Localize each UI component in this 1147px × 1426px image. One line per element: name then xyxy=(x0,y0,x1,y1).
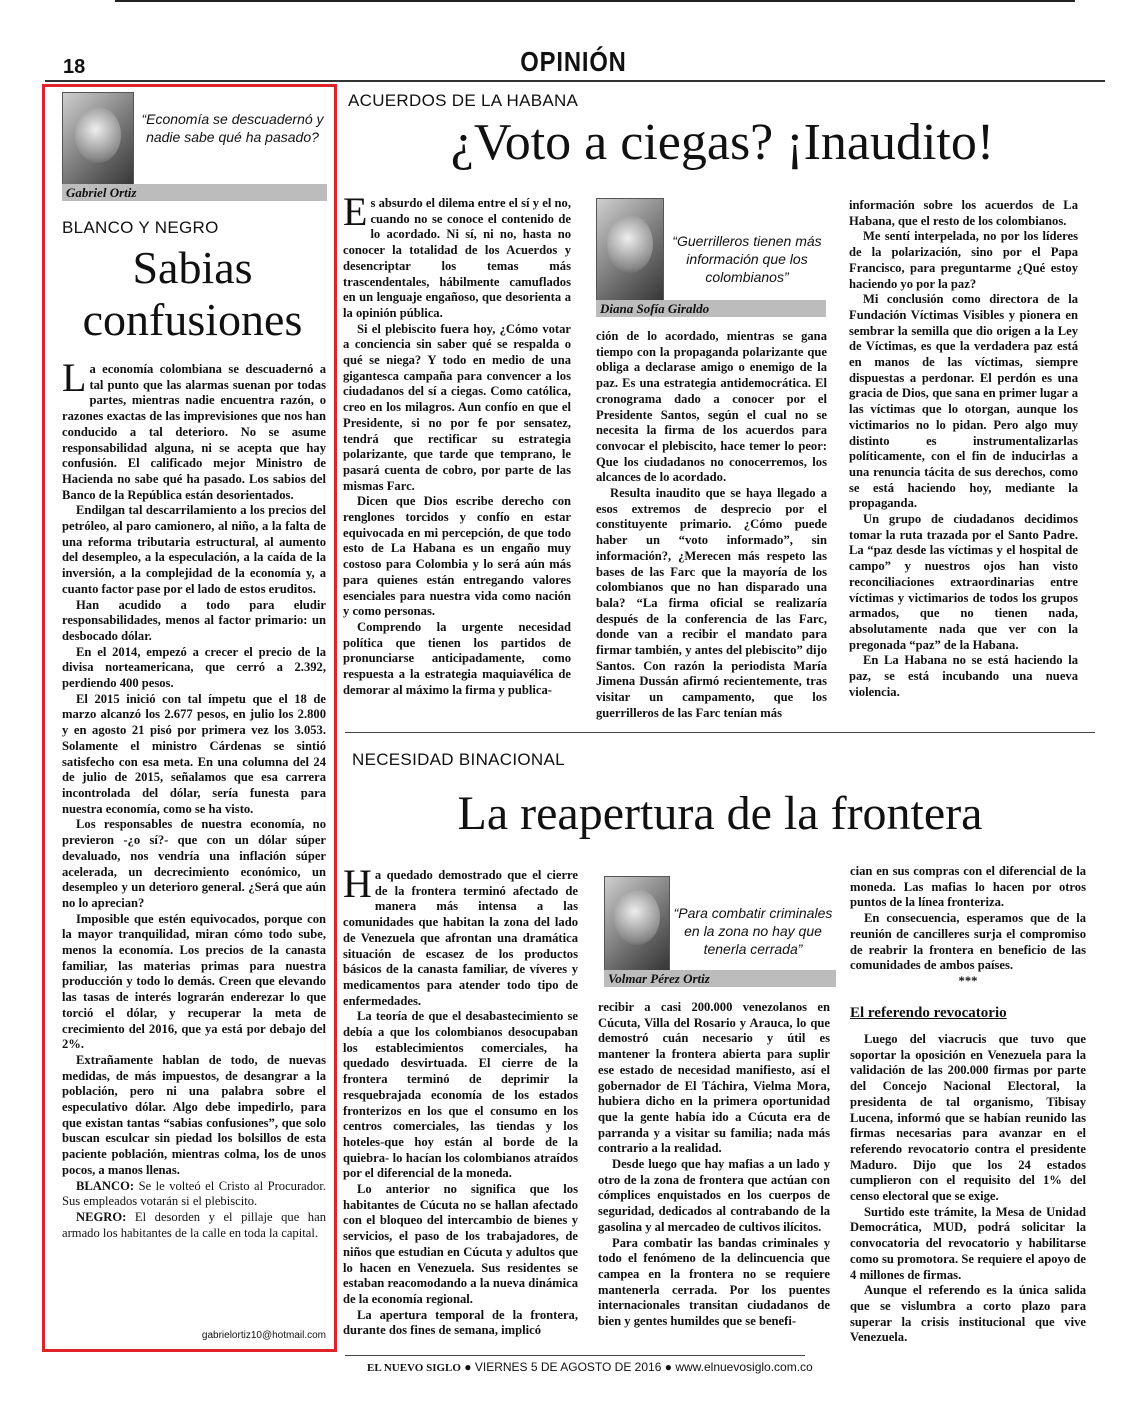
bullet-icon: ● xyxy=(464,1360,472,1374)
footer-url[interactable]: www.elnuevosiglo.com.co xyxy=(675,1360,813,1374)
article2-headline: La reapertura de la frontera xyxy=(457,787,983,840)
article2-kicker: NECESIDAD BINACIONAL xyxy=(352,750,565,769)
drop-cap: E xyxy=(343,189,368,234)
article-divider xyxy=(345,732,1095,733)
drop-cap: L xyxy=(62,355,87,400)
negro-label: NEGRO: xyxy=(76,1209,127,1224)
bullet-icon: ● xyxy=(664,1360,672,1374)
section-title: OPINIÓN xyxy=(520,46,627,77)
paper-logo: EL NUEVO SIGLO xyxy=(367,1362,461,1374)
article1-kicker: ACUERDOS DE LA HABANA xyxy=(348,91,579,110)
author-name: Volmar Pérez Ortiz xyxy=(604,970,836,987)
blanco-label: BLANCO: xyxy=(76,1178,135,1193)
page-number: 18 xyxy=(63,56,86,78)
author-photo-ortiz xyxy=(62,92,134,190)
author-name: Gabriel Ortiz xyxy=(62,184,327,201)
footer-date: VIERNES 5 DE AGOSTO DE 2016 xyxy=(474,1360,662,1374)
top-rule xyxy=(115,0,1075,2)
pull-quote: “Economía se descuadernó y nadie sabe qué ha pasado? xyxy=(141,111,324,145)
section-break: *** xyxy=(958,973,978,988)
drop-cap: H xyxy=(343,861,372,906)
pull-quote: “Para combatir criminales en la zona no hay que tenerla cerrada” xyxy=(673,905,833,957)
column-kicker: BLANCO Y NEGRO xyxy=(62,218,219,237)
article2-col-c2: Luego del viacrucis que tuvo que soportar la oposición en Venezuela para la validación de las 200.000 firmas por parte del Concejo Nacional Electoral, la presidenta de tal organismo, Tibisay Lucena, informó que se habían reunido las firmas necesarias para avanzar en el referendo revocatorio contra el presidente Maduro. Dijo que los 24 estados cumplieron con el requisito del 1% del censo electoral que se exige. Surtido este trámite, la Mesa de Unidad Democrática, MUD, podrá solicitar la convocatoria del revocatorio y habilitarse como su promotora. Se requiere el apoyo de 4 millones de firmas. Aunque el referendo es la única salida que se vislumbra a corto plazo para superar la crisis institucional que vive Venezuela. xyxy=(850,1032,1086,1345)
article1-headline: ¿Voto a ciegas? ¡Inaudito! xyxy=(450,114,995,171)
author-email: gabrielortiz10@hotmail.com xyxy=(201,1330,326,1341)
article2-col-c: cian en sus compras con el diferencial de la moneda. Las mafias lo hacen por otros puntos de la línea fronteriza. En consecuencia, esperamos que de la reunión de cancilleres surja el compromiso de reabrir la frontera en beneficio de las comunidades de ambos países. *** xyxy=(850,864,1086,988)
article2-col-a: Ha quedado demostrado que el cierre de la frontera terminó afectado de manera más intensa a las comunidades que habitan la zona del lado de Venezuela que afrontan una dramática situación de escasez de los productos básicos de la canasta familiar, de víveres y medicamentos para atender todo tipo de enfermedades. La teoría de que el desabastecimiento se debía a que los colombianos desocupaban los establecimientos comerciales, ha quedado desvirtuada. El cierre de la frontera terminó de deprimir la resquebrajada economía de los estados fronterizos en los que el consumo en los centros comerciales, las tiendas y los hoteles-que hoy están al borde de la quiebra- lo hacían los colombianos atraídos por el diferencial de la moneda. Lo anterior no significa que los habitantes de Cúcuta no se hallan afectado con el bloqueo del intercambio de bienes y servicios, el paso de los trabajadores, de niños que estudian en Cúcuta y adultos que lo hacen en Venezuela. Sus residentes se estaban reacomodando a la nueva dinámica de la economía regional. La apertura temporal de la frontera, durante dos fines de semana, implicó xyxy=(343,861,578,1338)
author-photo-giraldo xyxy=(596,198,664,306)
column-headline: Sabias confusiones xyxy=(82,242,303,345)
footer-rule xyxy=(345,1355,805,1356)
article2-col-b: recibir a casi 200.000 venezolanos en Cúcuta, Villa del Rosario y Arauca, lo que demostró cuán necesario y útil es mantener la frontera abierta para suplir ese estado de necesidad manifiesto, así el gobernador de El Táchira, Vielma Mora, hubiera dicho en la primera oportunidad que la gente había ido a Cúcuta era de parranda y a visitar su familia; nada más contrario a la realidad. Desde luego que hay mafias a un lado y otro de la zona de frontera que actúan con cómplices enquistados en los cuerpos de seguridad, dedicados al contrabando de la gasolina y al mercadeo de cultivos ilícitos. Para combatir las bandas criminales y todo el fenómeno de la delincuencia que campea en la frontera no se requiere mantenerla cerrada. Por los puentes internacionales transitan ciudadanos de bien y gentes humildes que se benefi- xyxy=(598,1000,830,1329)
article1-col-b: ción de lo acordado, mientras se gana tiempo con la propaganda polarizante que obliga a declarase amigo o enemigo de la paz. Es una estrategia antidemocrática. El cronograma dado a conocer por el Presidente Santos, según el cual no se necesita la firma de los acuerdos para convocar el plebiscito, hace temer lo peor: Que los ciudadanos no conocerremos, los alcances de lo acordado. Resulta inaudito que se haya llegado a esos extremos de desprecio por el constituyente primario. ¿Cómo puede haber un “voto informado”, sin información?, ¿Merecen más respeto las bases de las Farc que la mayoría de los colombianos que no han disparado una bala? “La firma oficial se realizaría después de la conferencia de las Farc, donde van a recibir el mandato para firmar también, y antes del plebiscito” dijo Santos. Con razón la periodista María Jimena Dussán afirmó recientemente, tras visitar un campamento, que los guerrilleros de las Farc tenían más xyxy=(596,329,827,720)
author-name: Diana Sofía Giraldo xyxy=(596,300,826,317)
article1-col-a: Es absurdo el dilema entre el sí y el no, cuando no se conoce el contenido de lo acordado. Ni sí, ni no, hasta no conocer la totalidad de los Acuerdos y desencriptar los temas más trascendentales, hábilmente camuflados en un lenguaje engañoso, que desorienta a la opinión pública. Si el plebiscito fuera hoy, ¿Cómo votar a conciencia sin saber qué se respalda o qué se niega? Y todo en medio de una gigantesca campaña para convencer a los ciudadanos del sí a ciegas. Como católica, creo en los milagros. Aun confío en que el Presidente, si no por fe por sensatez, tendrá que rectificar su estrategia polarizante, que tarde que temprano, le pasará cuenta de cobro, por parte de las mismas Farc. Dicen que Dios escribe derecho con renglones torcidos y confío en estar equivocada en mi percepción, de que todo esto de La Habana es un engaño muy costoso para Colombia y lo será aún más para quienes están entregando valores esenciales para nuestra vida como nación y como personas. Comprendo la urgente necesidad política que tienen los partidos de pronunciarse anticipadamente, como respuesta a la estrategia maquiavélica de demorar al máximo la firma y publica- xyxy=(343,189,571,697)
header-rule xyxy=(45,80,1105,82)
column-body: La economía colombiana se descuadernó a tal punto que las alarmas suenan por todas partes, mientras nadie encuentra razón, o razones exactas de las imprevisiones que nos han conducido a tal deterioro. No se asume responsabilidad alguna, ni se acepta que hay confusión. El calificado mejor Ministro de Hacienda no sabe qué ha pasado. Los sabios del Banco de la República están desorientados. Endilgan tal descarrilamiento a los precios del petróleo, al paro camionero, al niño, a la falta de una reforma tributaria estructural, al aumento del desempleo, a la especulación, a la caída de la inversión, a la complejidad de la economía y, a cuanto factor pase por el lado de estos eruditos. Han acudido a todo para eludir responsabilidades, menos al factor primario: un desbocado dólar. En el 2014, empezó a crecer el precio de la divisa norteamericana, que cerró a 2.392, perdiendo 400 pesos. El 2015 inició con tal ímpetu que el 18 de marzo alcanzó los 2.677 pesos, en julio los 2.800 y en agosto 21 pisó por primera vez los 3.053. Solamente el ministro Cárdenas se sintió satisfecho con esa meta. En una columna del 24 de julio de 2015, señalamos que esa carrera incontrolada del dólar, sería funesta para nuestra economía, como se ha visto. Los responsables de nuestra economía, no previeron -¿o sí?- que con un dólar súper devaluado, nos vendría una inflación súper acelerada, un decrecimiento económico, un desempleo y un deterioro general. ¿Será que aún no lo aprecian? Imposible que estén equivocados, porque con la mayor tranquilidad, miran cómo todo sube, menos la economía. Los precios de la canasta familiar, las materias primas para nuestra producción y todo lo demás. Creen que elevando las tasas de interés lograrán enderezar lo que torció el dólar, y recuperar la meta de crecimiento del 2016, que ya está por debajo del 2%. Extrañamente hablan de todo, de nuevas medidas, de más impuestos, de desangrar a la población, pero ni una palabra sobre el especulativo dólar. Algo debe impedirlo, para que existan tantas “sabias confusiones”, que solo buscan esculcar sin piedad los bolsillos de esta paciente población, mientras colma, los de unos pocos, a manos llenas. BLANCO: Se le volteó el Cristo al Procurador. Sus empleados votarán si el plebiscito. NEGRO: El desorden y el pillaje que han armado los habitantes de la calle en toda la capital. xyxy=(62,355,326,1240)
author-photo-perez xyxy=(604,876,670,972)
subhead: El referendo revocatorio xyxy=(850,1005,1007,1021)
footer xyxy=(367,1360,813,1374)
article1-col-c: información sobre los acuerdos de La Habana, que el resto de los colombianos. Me sentí interpelada, no por los líderes de la polarización, sino por el Papa Francisco, para preguntarme ¿Qué estoy haciendo yo por la paz? Mi conclusión como directora de la Fundación Víctimas Visibles y pionera en sembrar la semilla que dio origen a la Ley de Víctimas, es que la verdadera paz está en manos de las víctimas, siempre dispuestas a perdonar. El perdón es una gracia de Dios, que sana en primer lugar a las víctimas que lo otorgan, aunque los victimarios no lo pidan. Pero algo muy distinto es instrumentalizarlas políticamente, con el fin de inducirlas a una renuncia tácita de sus derechos, como se está haciendo hoy, mediante la propaganda. Un grupo de ciudadanos decidimos tomar la ruta trazada por el Santo Padre. La “paz desde las víctimas y el hospital de campo” y nuestros ojos han visto reconciliaciones extraordinarias entre víctimas y victimarios de todos los grupos armados, que no tienen nada, absolutamente nada que ver con la pregonada “paz” de la Habana. En La Habana no se está haciendo la paz, se está incubando una nueva violencia. xyxy=(849,198,1078,699)
pull-quote: “Guerrilleros tienen más información que los colombianos” xyxy=(672,233,822,285)
